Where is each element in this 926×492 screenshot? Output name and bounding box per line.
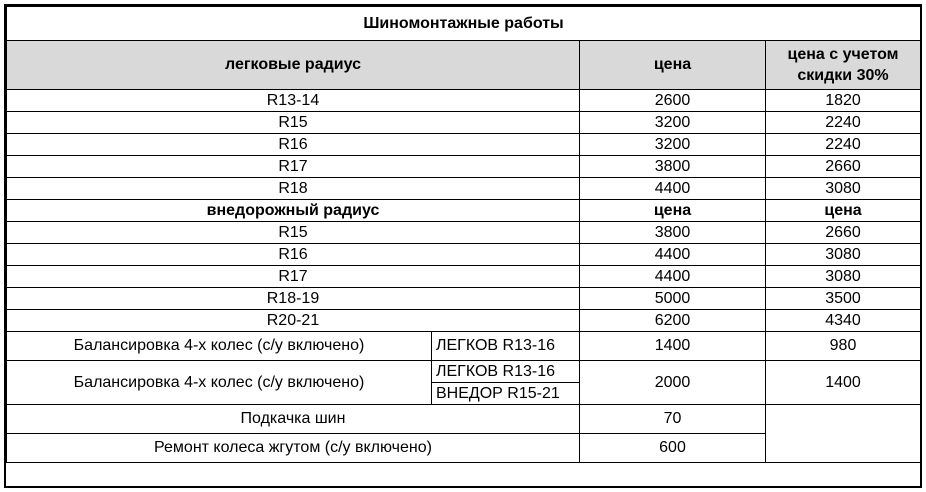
discount-cell: 2240 [766, 112, 921, 134]
discount-cell: 2240 [766, 134, 921, 156]
price-cell: 600 [580, 434, 766, 463]
price-cell: 3800 [580, 156, 766, 178]
header-row [7, 41, 921, 90]
balancing-row [7, 332, 921, 361]
vehicle-type-cell: ЛЕГКОВ R13-16 [432, 332, 580, 361]
header-radius: легковые радиус [7, 41, 580, 90]
radius-cell: R16 [7, 244, 580, 266]
table-row [7, 244, 921, 266]
price-cell: 1400 [580, 332, 766, 361]
price-cell: 3200 [580, 112, 766, 134]
table-row [7, 266, 921, 288]
table-row [7, 288, 921, 310]
header-offroad-price-2: цена [766, 200, 921, 222]
radius-cell: R17 [7, 156, 580, 178]
price-cell: 70 [580, 405, 766, 434]
table-row [7, 134, 921, 156]
service-cell: Балансировка 4-х колес (с/у включено) [7, 332, 432, 361]
table-row [7, 90, 921, 112]
table-row [7, 112, 921, 134]
header-discount-price: цена с учетом скидки 30% [766, 41, 921, 90]
radius-cell: R15 [7, 112, 580, 134]
discount-cell: 1820 [766, 90, 921, 112]
radius-cell: R13-14 [7, 90, 580, 112]
discount-cell: 3080 [766, 266, 921, 288]
radius-cell: R18-19 [7, 288, 580, 310]
table-title: Шиномонтажные работы [7, 7, 921, 41]
discount-cell: 3500 [766, 288, 921, 310]
service-cell: Балансировка 4-х колес (с/у включено) [7, 361, 432, 405]
radius-cell: R17 [7, 266, 580, 288]
radius-cell: R15 [7, 222, 580, 244]
radius-cell: R18 [7, 178, 580, 200]
empty-cell [766, 405, 921, 463]
offroad-header-row [7, 200, 921, 222]
price-cell: 3800 [580, 222, 766, 244]
discount-cell: 1400 [766, 361, 921, 405]
discount-cell: 3080 [766, 178, 921, 200]
price-cell: 6200 [580, 310, 766, 332]
table-row [7, 156, 921, 178]
discount-cell: 980 [766, 332, 921, 361]
price-table [6, 6, 921, 463]
balancing-row [7, 361, 921, 383]
radius-cell: R16 [7, 134, 580, 156]
vehicle-type-cell: ЛЕГКОВ R13-16 [432, 361, 580, 383]
price-cell: 4400 [580, 178, 766, 200]
service-row [7, 405, 921, 434]
title-row [7, 7, 921, 41]
table-row [7, 222, 921, 244]
discount-cell: 3080 [766, 244, 921, 266]
header-offroad-price: цена [580, 200, 766, 222]
price-cell: 3200 [580, 134, 766, 156]
header-price: цена [580, 41, 766, 90]
vehicle-type-cell: ВНЕДОР R15-21 [432, 383, 580, 405]
price-cell: 2000 [580, 361, 766, 405]
table-row [7, 178, 921, 200]
discount-cell: 2660 [766, 156, 921, 178]
price-cell: 5000 [580, 288, 766, 310]
service-cell: Ремонт колеса жгутом (с/у включено) [7, 434, 580, 463]
discount-cell: 4340 [766, 310, 921, 332]
price-sheet [4, 4, 922, 488]
radius-cell: R20-21 [7, 310, 580, 332]
price-cell: 4400 [580, 244, 766, 266]
price-cell: 4400 [580, 266, 766, 288]
table-row [7, 310, 921, 332]
price-cell: 2600 [580, 90, 766, 112]
discount-cell: 2660 [766, 222, 921, 244]
header-offroad-radius: внедорожный радиус [7, 200, 580, 222]
service-cell: Подкачка шин [7, 405, 580, 434]
